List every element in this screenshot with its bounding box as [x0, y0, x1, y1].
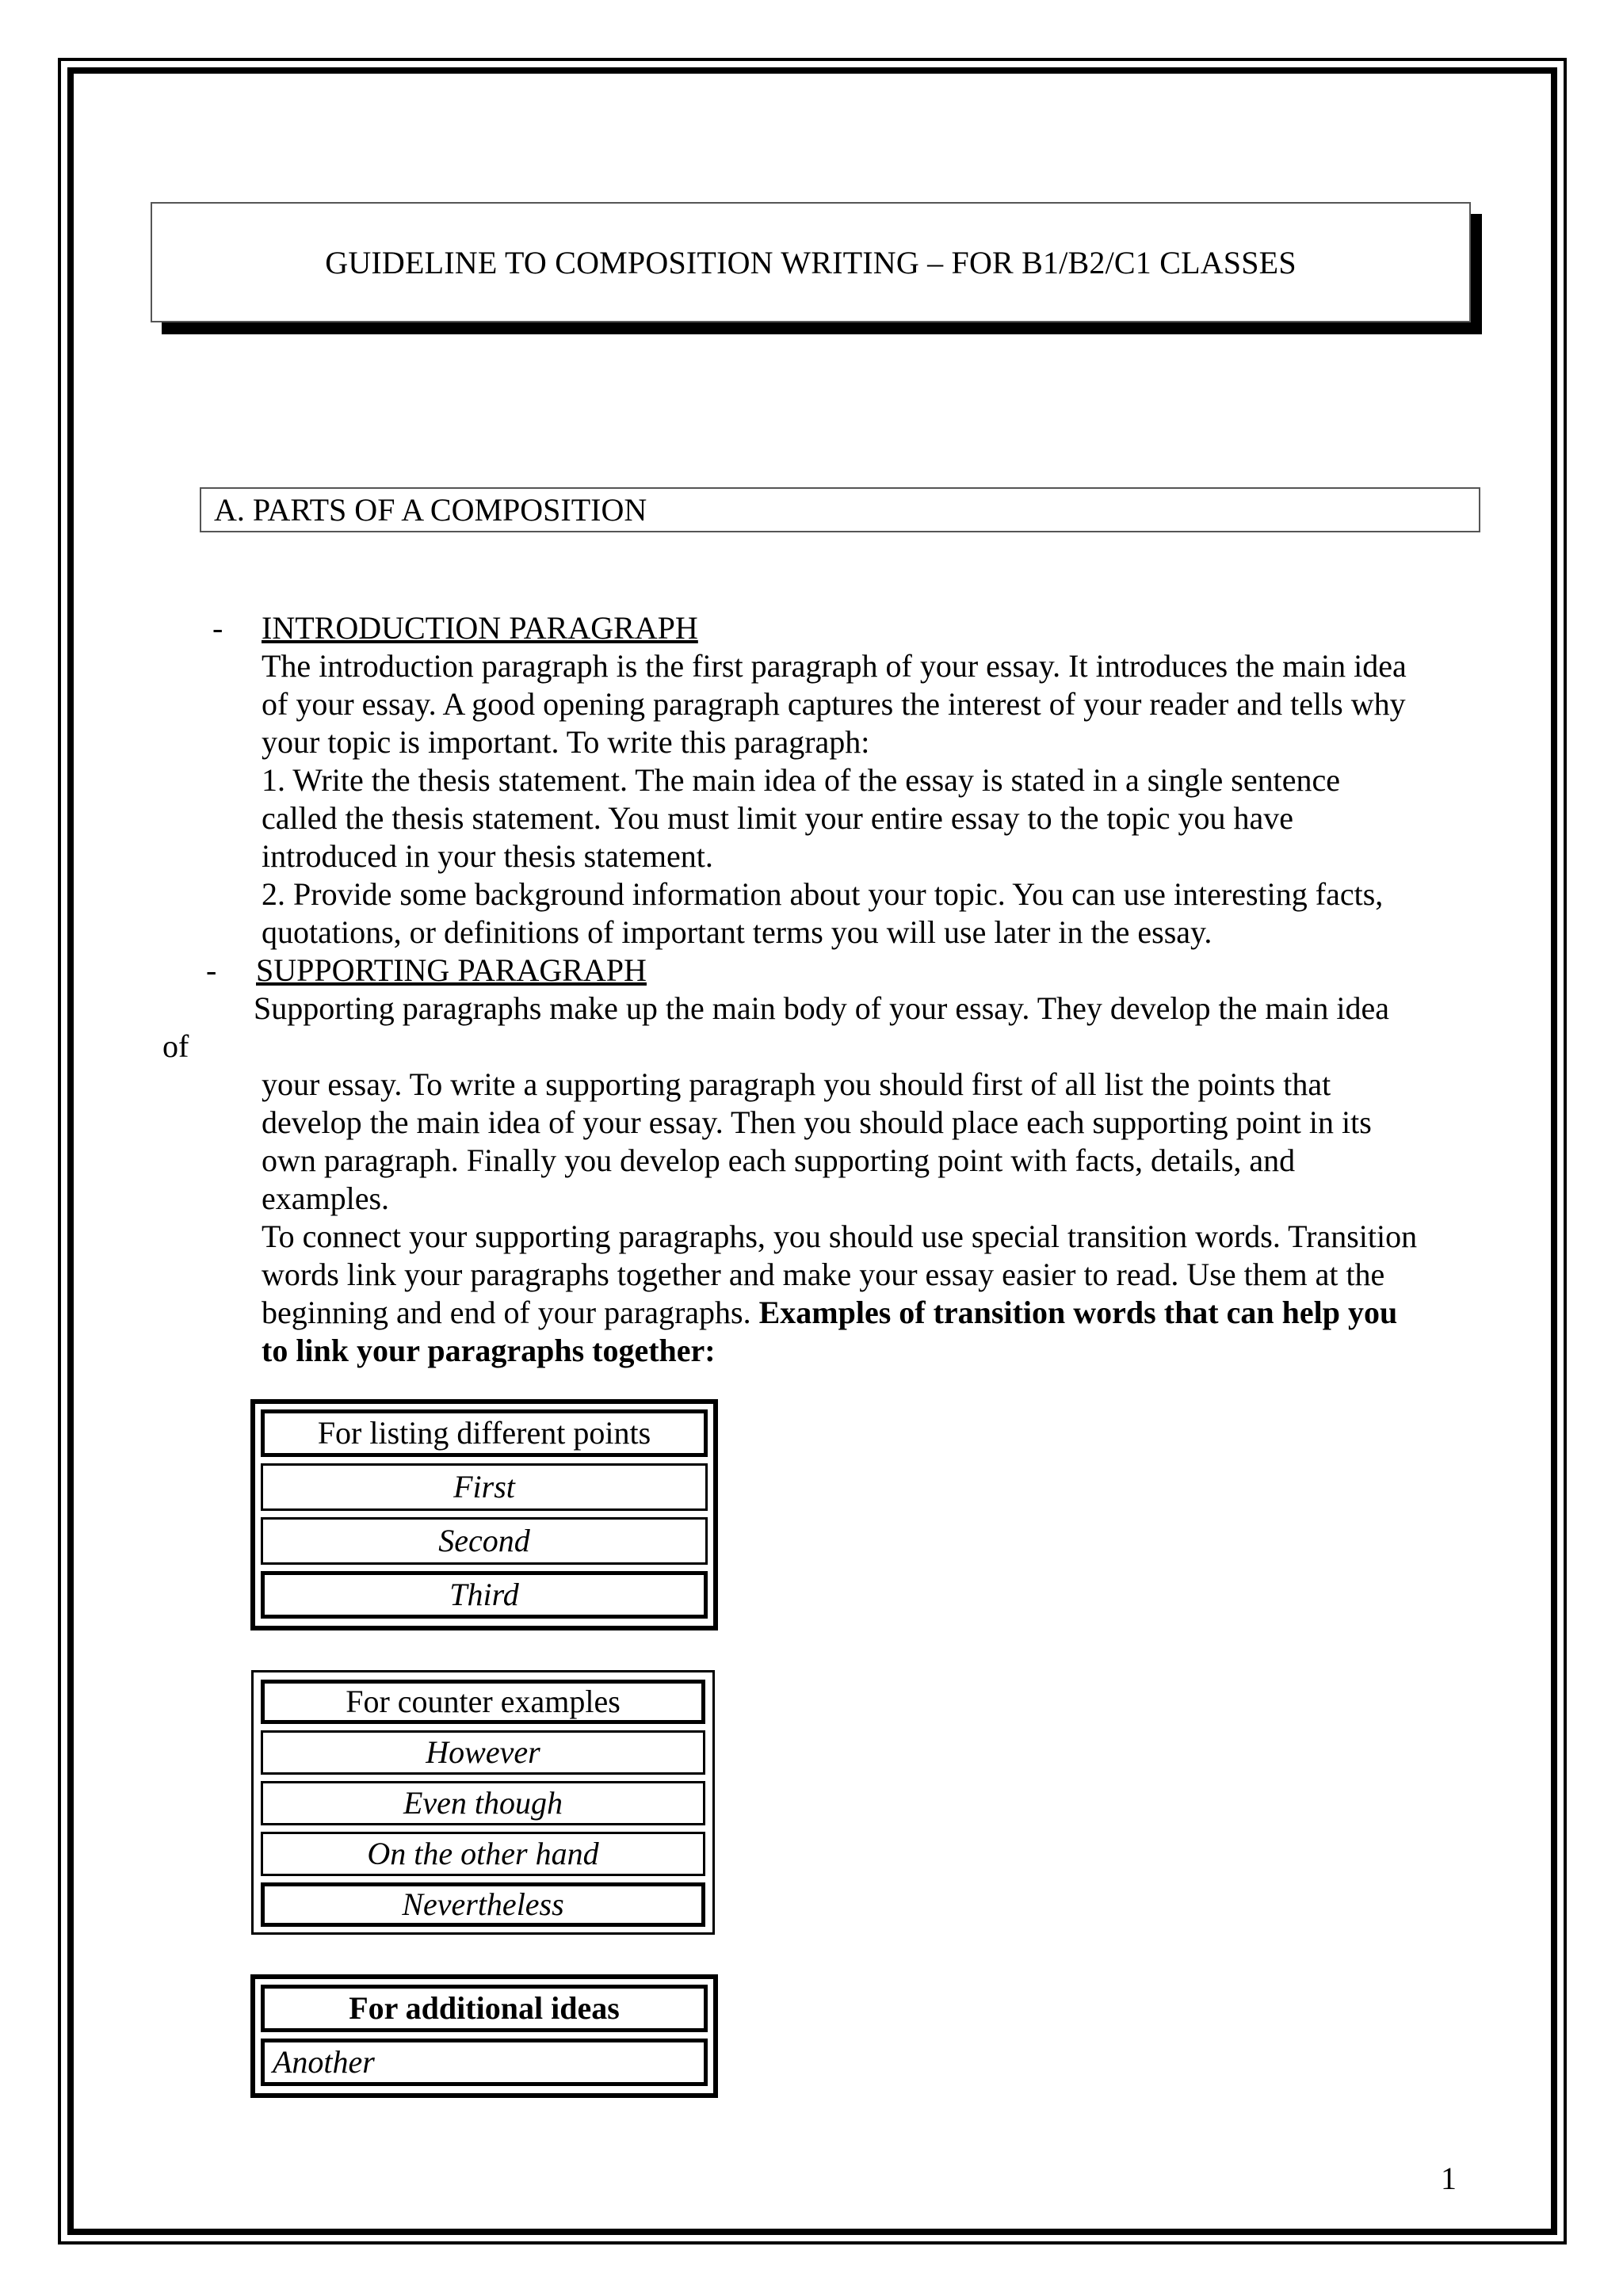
introduction-heading: INTRODUCTION PARAGRAPH: [262, 610, 698, 646]
introduction-line: quotations, or definitions of important terms you will use later in the essay.: [262, 914, 1212, 950]
section-heading: A. PARTS OF A COMPOSITION: [200, 487, 1480, 532]
table-item: On the other hand: [261, 1832, 705, 1876]
table-item: Nevertheless: [261, 1882, 705, 1927]
table-header: For additional ideas: [261, 1985, 708, 2032]
page-number: 1: [1441, 2161, 1457, 2196]
introduction-line: your topic is important. To write this paragraph:: [262, 724, 870, 760]
table-item: Another: [261, 2039, 708, 2086]
table-item: However: [261, 1730, 705, 1775]
table-item: Second: [261, 1517, 708, 1565]
supporting-line: develop the main idea of your essay. Then you should place each supporting point in its: [262, 1104, 1372, 1140]
table-header: For counter examples: [261, 1680, 705, 1724]
supporting-line: your essay. To write a supporting paragraph you should first of all list the points that: [262, 1066, 1331, 1102]
table-header: For listing different points: [261, 1409, 708, 1457]
introduction-line: called the thesis statement. You must limit your entire essay to the topic you have: [262, 800, 1293, 836]
supporting-line: words link your paragraphs together and make your essay easier to read. Use them at the: [262, 1257, 1385, 1292]
introduction-line: 1. Write the thesis statement. The main idea of the essay is stated in a single sentence: [262, 762, 1340, 798]
supporting-heading: SUPPORTING PARAGRAPH: [256, 952, 647, 988]
document-title: [151, 202, 1471, 322]
transition-table-counter: [251, 1670, 715, 1935]
introduction-line: introduced in your thesis statement.: [262, 838, 713, 874]
transition-table-listing: [250, 1399, 718, 1630]
bullet-dash-supporting: -: [206, 952, 217, 988]
bullet-dash-introduction: -: [212, 610, 223, 646]
transition-table-additional: [250, 1974, 718, 2098]
supporting-line-bold: Examples of transition words that can help you: [758, 1295, 1398, 1330]
table-item: Third: [261, 1571, 708, 1619]
document-title-text: GUIDELINE TO COMPOSITION WRITING – FOR B1/B2/C1 CLASSES: [325, 244, 1296, 280]
supporting-line: Supporting paragraphs make up the main body of your essay. They develop the main idea: [254, 990, 1389, 1026]
introduction-line: of your essay. A good opening paragraph captures the interest of your reader and tells why: [262, 686, 1406, 722]
table-item: First: [261, 1463, 708, 1511]
supporting-line: of: [162, 1028, 189, 1064]
introduction-line: The introduction paragraph is the first paragraph of your essay. It introduces the main idea: [262, 648, 1407, 684]
introduction-line: 2. Provide some background information about your topic. You can use interesting facts,: [262, 876, 1384, 912]
supporting-line: own paragraph. Finally you develop each supporting point with facts, details, and: [262, 1142, 1296, 1178]
supporting-line: To connect your supporting paragraphs, you should use special transition words. Transition: [262, 1219, 1418, 1254]
supporting-line: examples.: [262, 1180, 390, 1216]
supporting-line-bold: to link your paragraphs together:: [262, 1333, 716, 1368]
supporting-line-text: beginning and end of your paragraphs.: [262, 1295, 759, 1330]
supporting-line: [262, 1294, 1397, 1332]
table-item: Even though: [261, 1781, 705, 1825]
